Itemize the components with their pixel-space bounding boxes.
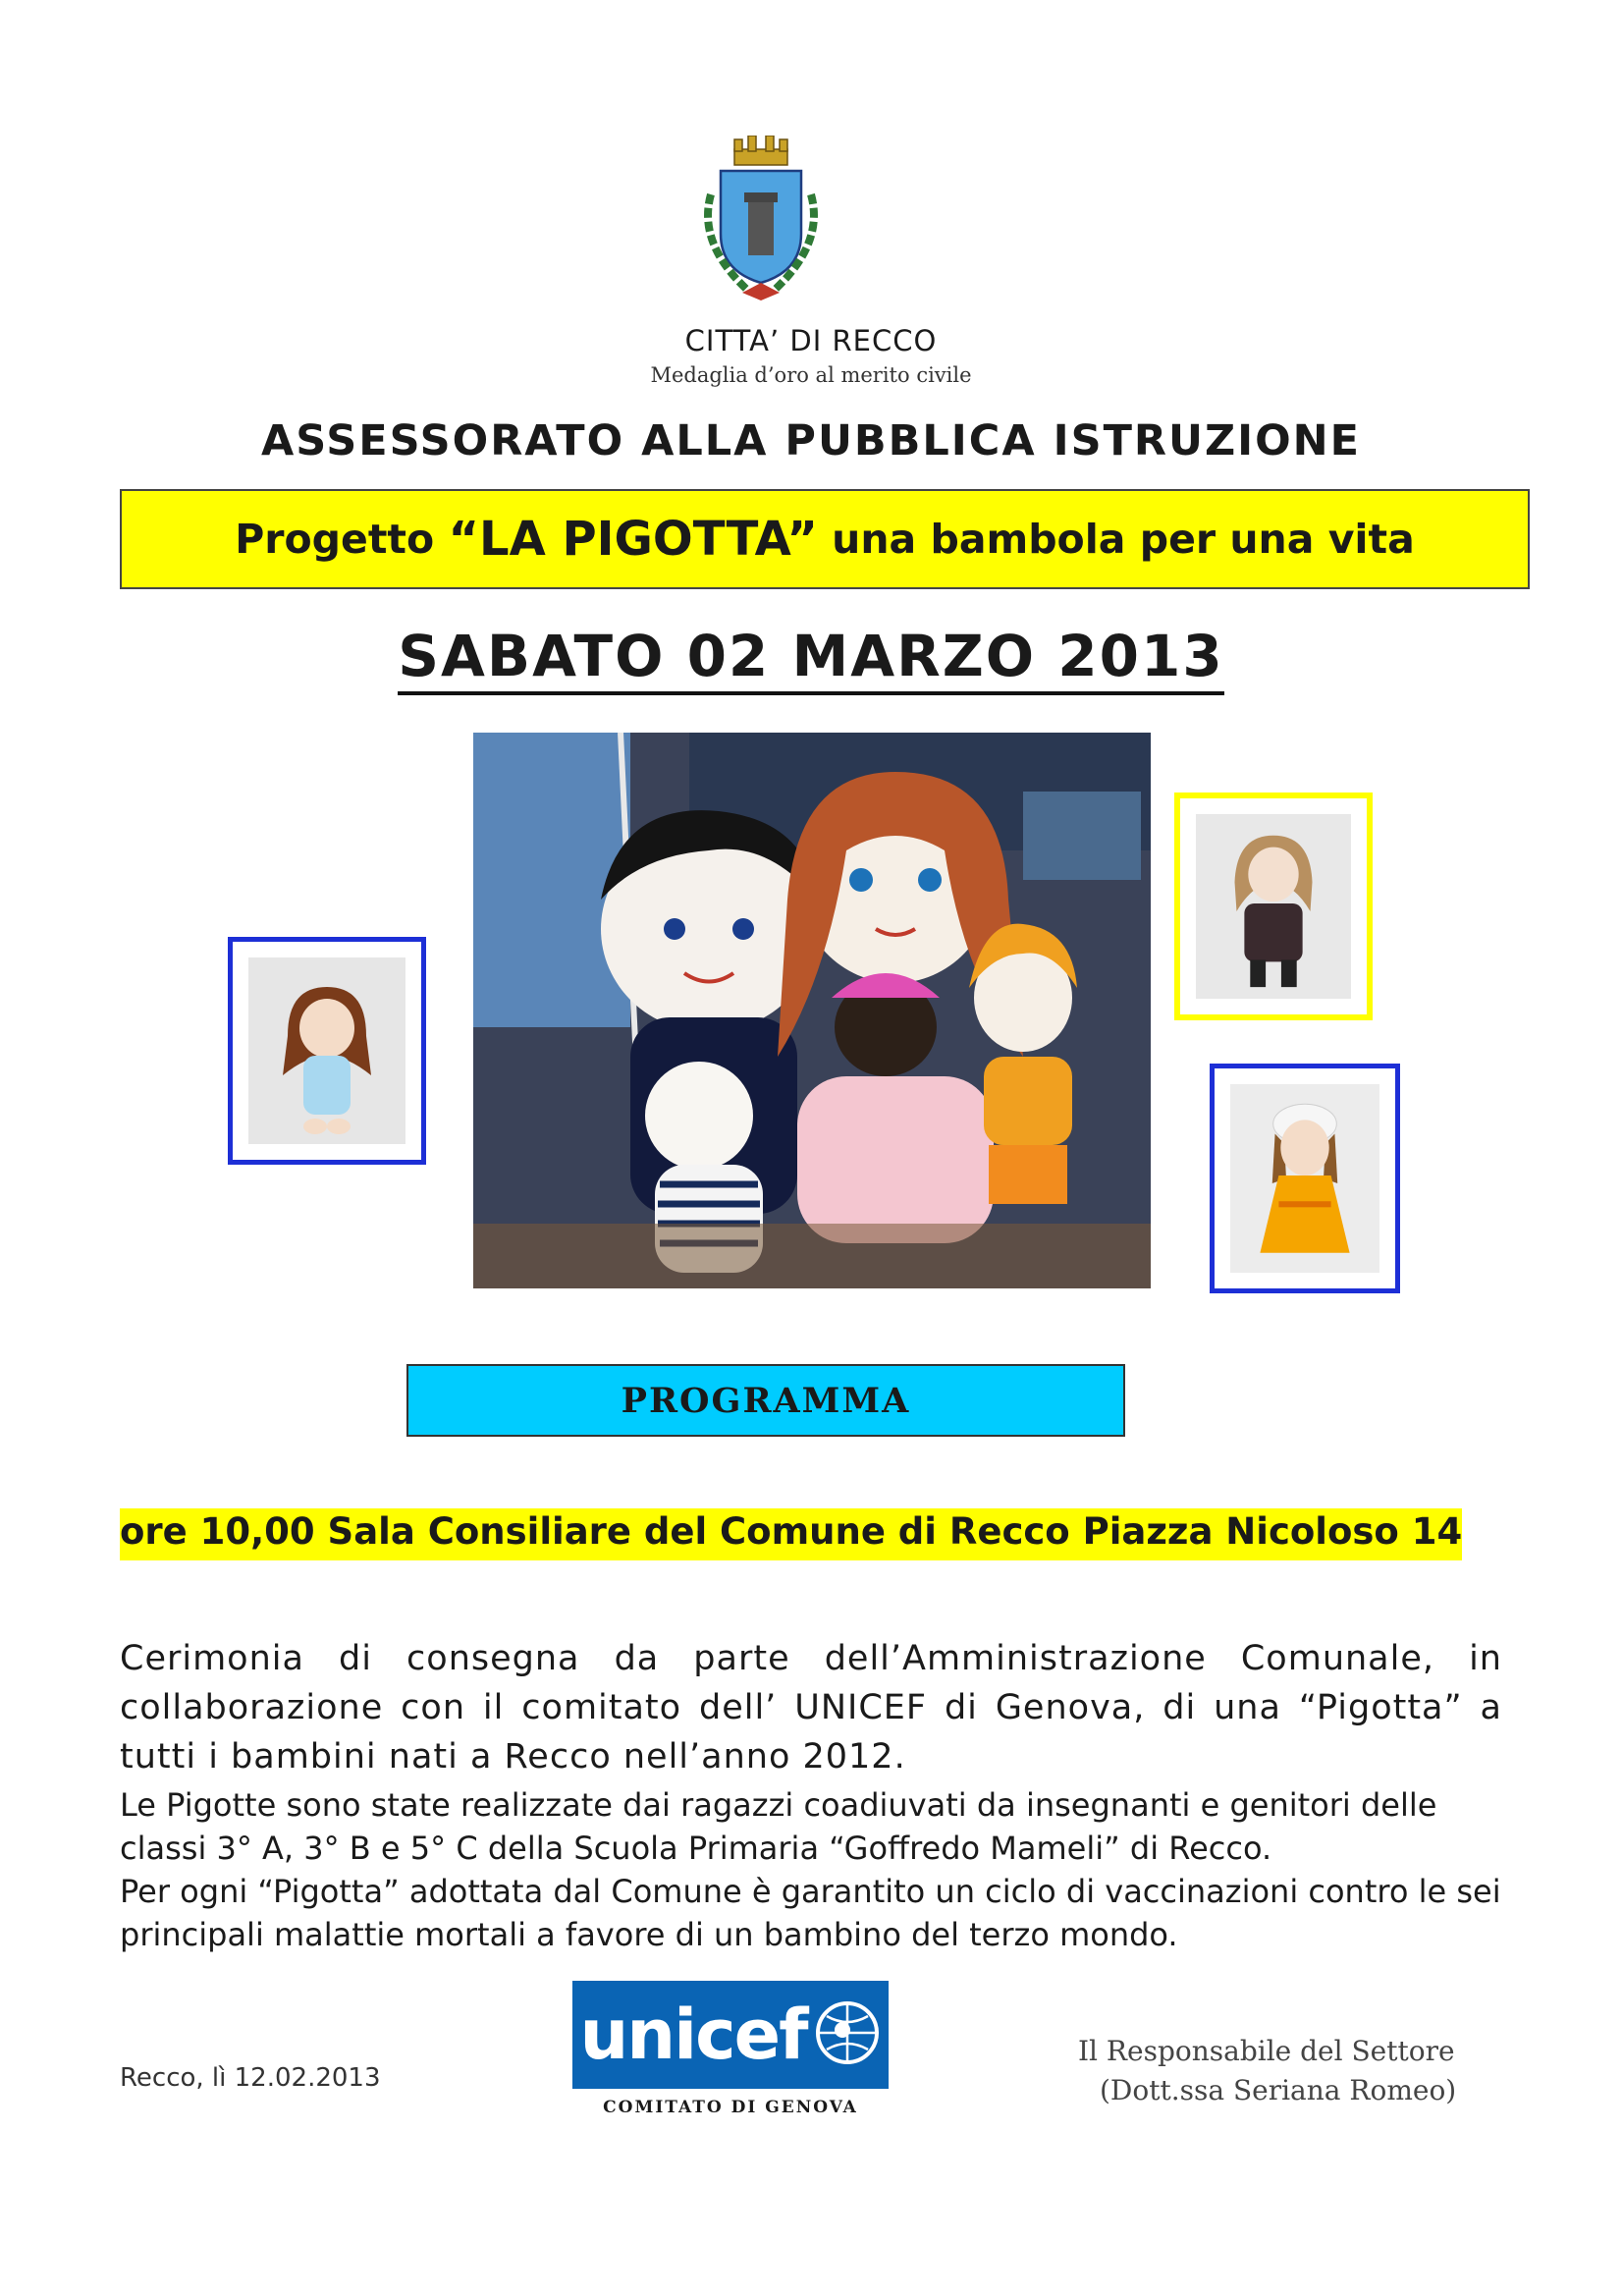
unicef-logo [572,1981,889,2089]
details-paragraph [120,1783,1514,1956]
signature-title: Il Responsabile del Settore [1078,2035,1455,2067]
project-banner [120,489,1530,589]
city-name: CITTA’ DI RECCO [684,324,938,357]
program-heading [406,1364,1125,1437]
dolls-group-photo [473,733,1151,1288]
doll-thumbnail-yellow-dress [1210,1064,1400,1293]
signature-name: (Dott.ssa Seriana Romeo) [1100,2074,1457,2106]
unicef-globe-icon [813,1998,882,2071]
city-crest-logo [687,136,835,304]
doll-thumbnail-blue-dress [228,937,426,1165]
project-prefix: Progetto [235,516,435,563]
schedule-line: ore 10,00 Sala Consiliare del Comune di Recco Piazza Nicoloso 14 [120,1508,1462,1560]
project-name: “LA PIGOTTA” [448,512,818,567]
program-label: PROGRAMMA [621,1380,911,1421]
office-heading: ASSESSORATO ALLA PUBBLICA ISTRUZIONE [260,416,1362,465]
project-suffix: una bambola per una vita [832,516,1415,563]
unicef-wordmark: unicef [579,1995,807,2075]
medal-subtitle: Medaglia d’oro al merito civile [650,363,972,387]
event-date-text: SABATO 02 MARZO 2013 [398,623,1223,695]
event-date [118,623,1504,689]
details-line-vaccinations: Per ogni “Pigotta” adottata dal Comune è garantito un ciclo di vaccinazioni contro le sei principali malattie mortali a favore di un bambino del terzo mondo. [120,1873,1501,1953]
place-date: Recco, lì 12.02.2013 [120,2063,381,2093]
ceremony-paragraph: Cerimonia di consegna da parte dell’Amministrazione Comunale, in collaborazione con il comitato dell’ UNICEF di Genova, di una “Pigotta” a tutti i bambini nati a Recco nell’anno 2012. [120,1639,1502,1777]
doll-thumbnail-dark-outfit [1174,793,1373,1020]
details-line-classes: Le Pigotte sono state realizzate dai ragazzi coadiuvati da insegnanti e genitori delle classi 3° A, 3° B e 5° C della Scuola Primaria “Goffredo Mameli” di Recco. [120,1786,1437,1867]
unicef-committee-caption: COMITATO DI GENOVA [603,2098,858,2117]
